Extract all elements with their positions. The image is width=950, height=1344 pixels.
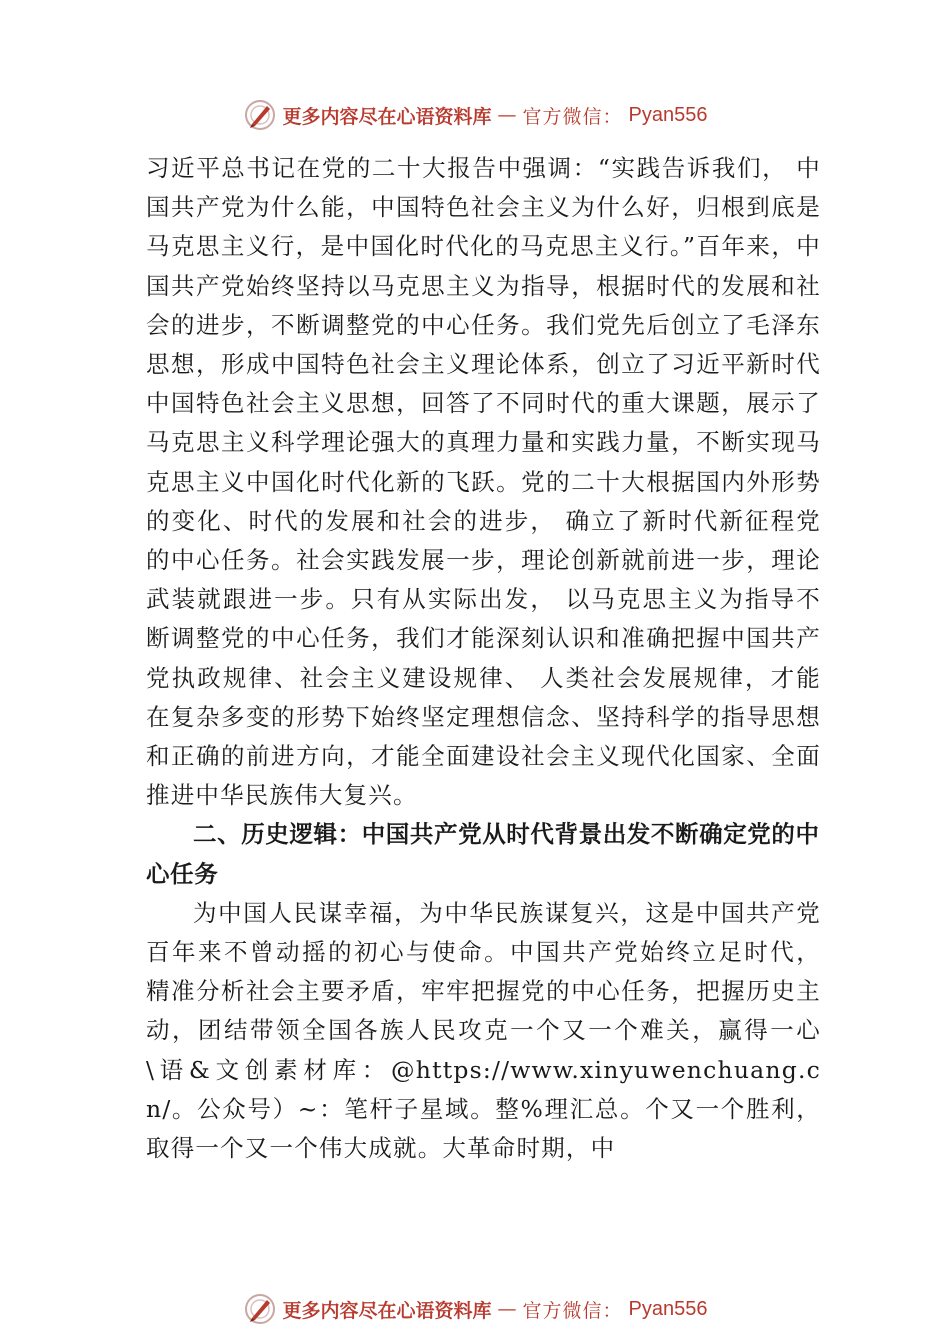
watermark-dash: — <box>497 1298 517 1320</box>
section-heading-2: 二、历史逻辑：中国共产党从时代背景出发不断确定党的中心任务 <box>146 820 820 888</box>
watermark-wechat-id: Pyan556 <box>628 103 708 126</box>
pen-logo-icon <box>243 1292 277 1326</box>
watermark-main-text: 更多内容尽在心语资料库 <box>282 1299 492 1322</box>
watermark-sub-text: 官方微信： <box>522 105 623 128</box>
watermark-sub-text: 官方微信： <box>522 1299 623 1322</box>
document-body <box>146 149 821 1168</box>
watermark-main-text: 更多内容尽在心语资料库 <box>282 105 492 128</box>
paragraph-2: 为中国人民谋幸福，为中华民族谋复兴，这是中国共产党百年来不曾动摇的初心与使命。中国共产党始终立足时代， 精准分析社会主要矛盾，牢牢把握党的中心任务，把握历史主动，团结带领全国各族人民攻克一个又一个难关，赢得一心\语&文创素材库：@https://www.xinyuwenchuang.cn/。公众号）~：笔杆子星域。整%理汇总。个又一个胜利，取得一个又一个伟大成就。大革命时期，中 <box>146 898 821 1163</box>
watermark-header <box>0 95 950 135</box>
paragraph-1: 习近平总书记在党的二十大报告中强调：“实践告诉我们， 中国共产党为什么能，中国特色社会主义为什么好，归根到底是马克思主义行，是中国化时代化的马克思主义行。”百年来，中国共产党始终坚持以马克思主义为指导，根据时代的发展和社会的进步，不断调整党的中心任务。我们党先后创立了毛泽东思想，形成中国特色社会主义理论体系，创立了习近平新时代中国特色社会主义思想，回答了不同时代的重大课题，展示了马克思主义科学理论强大的真理力量和实践力量，不断实现马克思主义中国化时代化新的飞跃。党的二十大根据国内外形势的变化、时代的发展和社会的进步， 确立了新时代新征程党的中心任务。社会实践发展一步，理论创新就前进一步，理论武装就跟进一步。只有从实际出发， 以马克思主义为指导不断调整党的中心任务，我们才能深刻认识和准确把握中国共产党执政规律、社会主义建设规律、 人类社会发展规律，才能在复杂多变的形势下始终坚定理想信念、坚持科学的指导思想和正确的前进方向，才能全面建设社会主义现代化国家、全面推进中华民族伟大复兴。 <box>146 154 821 810</box>
watermark-dash: — <box>497 104 517 126</box>
watermark-footer <box>0 1289 950 1329</box>
watermark-wechat-id: Pyan556 <box>628 1297 708 1320</box>
pen-logo-icon <box>243 98 277 132</box>
